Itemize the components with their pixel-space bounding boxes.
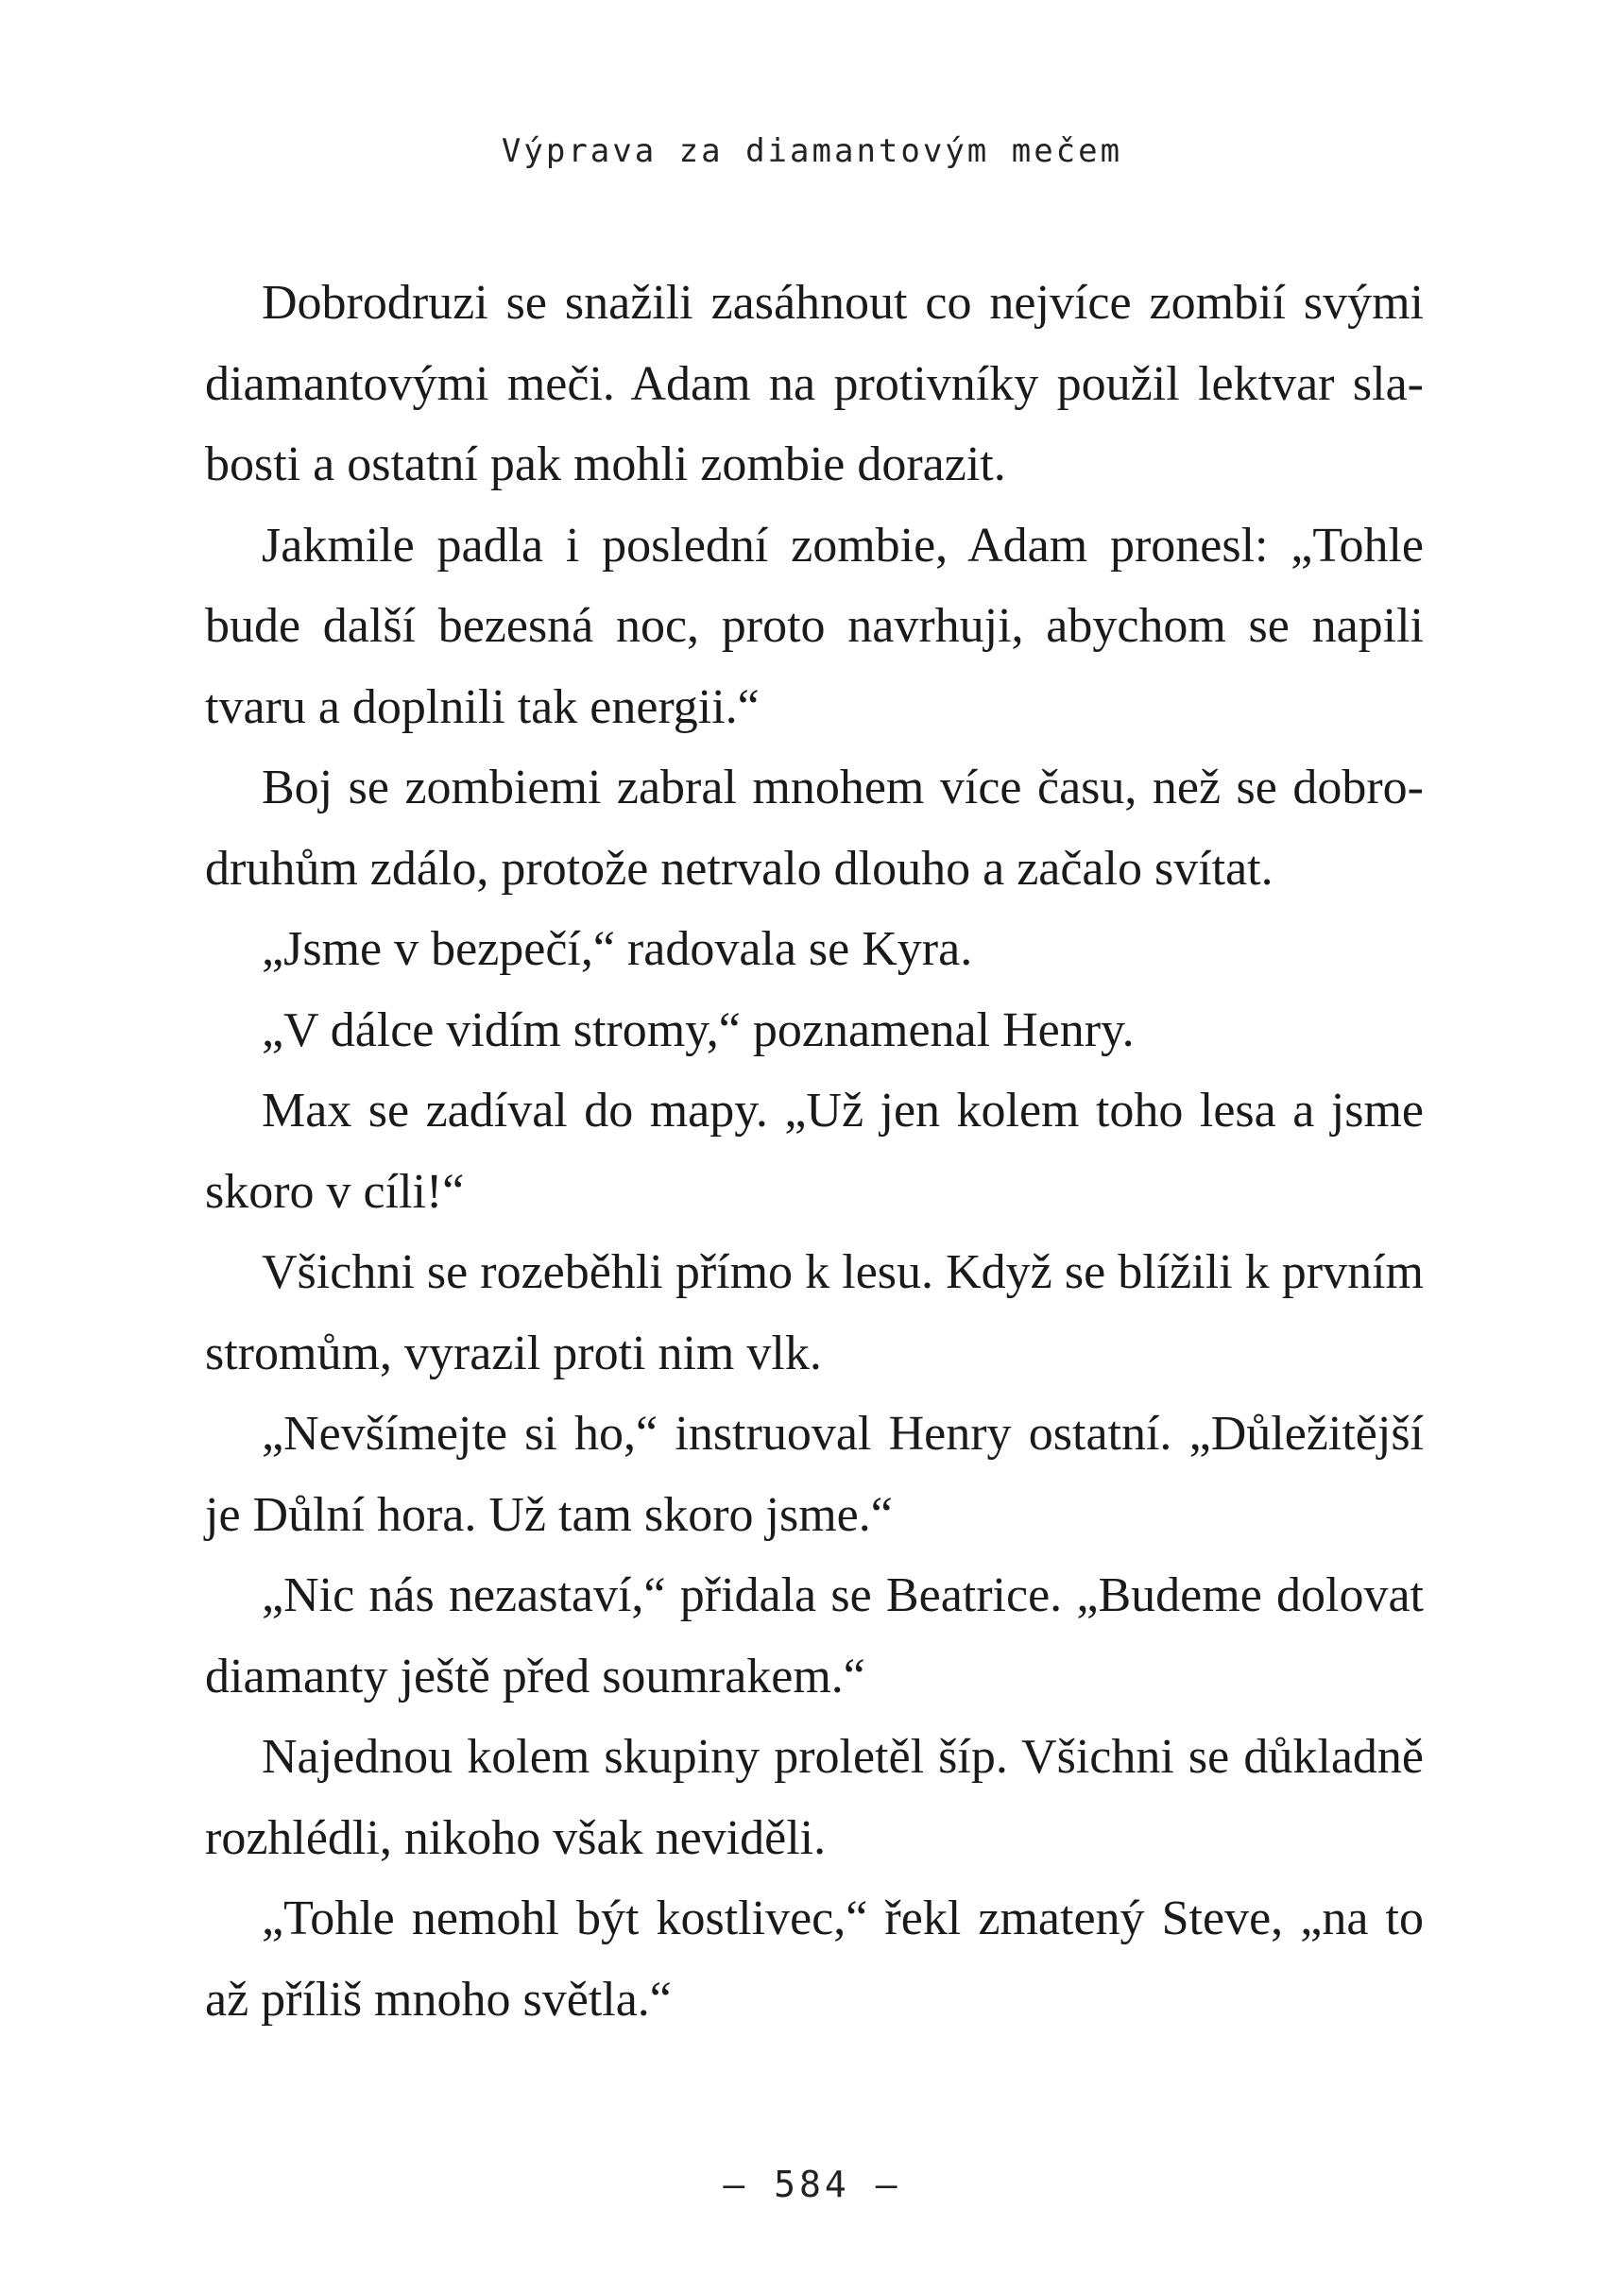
text-line: diamantovými meči. Adam na protivníky použil lektvar sla- <box>205 356 1424 411</box>
text-line: „Jsme v bezpečí,“ radovala se Kyra. <box>262 922 973 976</box>
text-line: Max se zadíval do mapy. „Už jen kolem toho lesa a jsme <box>262 1084 1424 1138</box>
text-line: „Nevšímejte si ho,“ instruoval Henry ostatní. „Důležitější <box>262 1407 1424 1461</box>
text-line: je Důlní hora. Už tam skoro jsme.“ <box>205 1487 893 1542</box>
text-line: skoro v cíli!“ <box>205 1164 465 1219</box>
text-line: druhům zdálo, protože netrvalo dlouho a začalo svítat. <box>205 841 1274 896</box>
text-line: až příliš mnoho světla.“ <box>205 1972 672 2027</box>
text-line: bosti a ostatní pak mohli zombie dorazit. <box>205 437 1006 491</box>
text-line: Najednou kolem skupiny proletěl šíp. Všichni se důkladně <box>262 1730 1424 1784</box>
text-line: Boj se zombiemi zabral mnohem více času, než se dobro- <box>262 761 1424 814</box>
text-line: „Nic nás nezastaví,“ přidala se Beatrice. „Budeme dolovat <box>262 1568 1424 1622</box>
text-line: „V dálce vidím stromy,“ poznamenal Henry. <box>262 1002 1135 1057</box>
text-line: diamanty ještě před soumrakem.“ <box>205 1649 865 1703</box>
page-number: – 584 – <box>723 2164 901 2205</box>
text-line: rozhlédli, nikoho však neviděli. <box>205 1810 827 1865</box>
body-text <box>205 263 1424 2040</box>
text-line: stromům, vyrazil proti nim vlk. <box>205 1326 822 1380</box>
text-line: Dobrodruzi se snažili zasáhnout co nejvíce zombií svými <box>262 276 1424 330</box>
text-line: bude další bezesná noc, proto navrhuji, abychom se napili <box>205 599 1424 653</box>
text-line: Jakmile padla i poslední zombie, Adam pronesl: „Tohle <box>262 518 1424 573</box>
running-header: Výprava za diamantovým mečem <box>501 132 1123 170</box>
text-line: Všichni se rozeběhli přímo k lesu. Když se blížili k prvním <box>262 1245 1424 1299</box>
text-line: „Tohle nemohl být kostlivec,“ řekl zmatený Steve, „na to <box>262 1892 1424 1945</box>
text-line: tvaru a doplnili tak energii.“ <box>205 679 760 734</box>
